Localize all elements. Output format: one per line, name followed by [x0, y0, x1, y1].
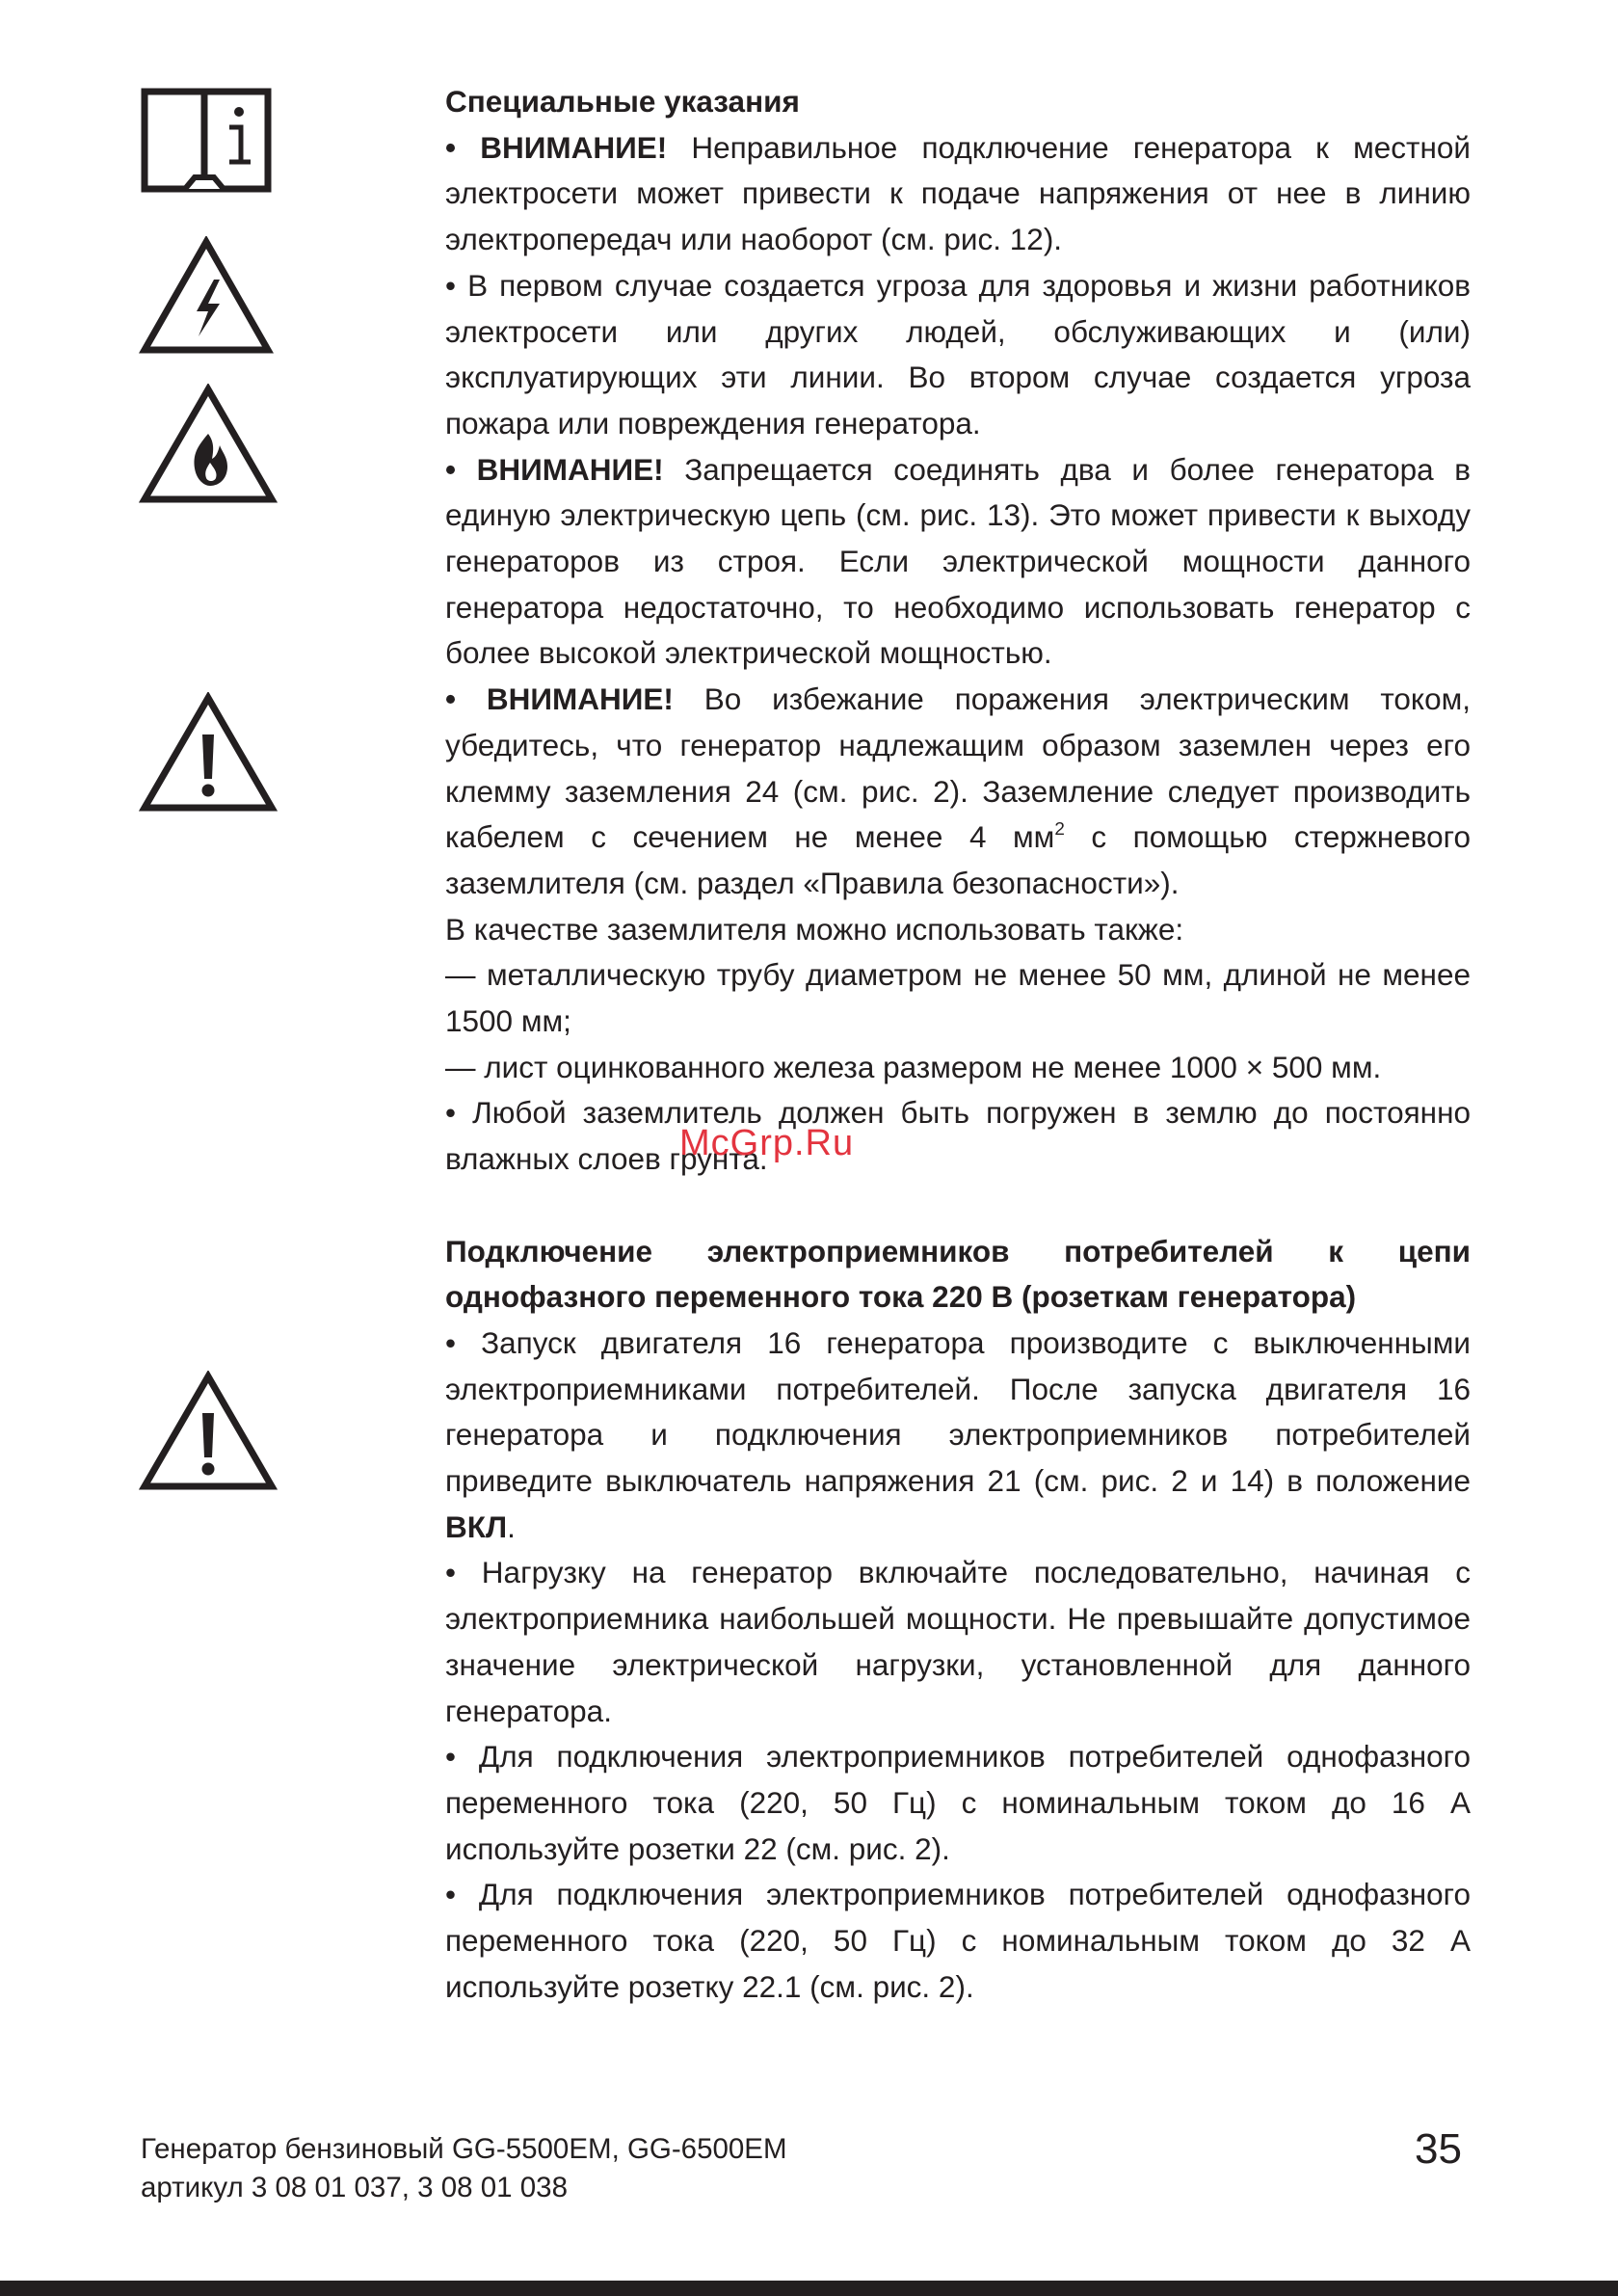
attention-paragraph-1: • ВНИМАНИЕ! Неправильное подключение генератора к местной электросети может привести к подаче напряжения от нее в линию электропередач или наоборот (см. рис. 12). — [445, 129, 1471, 257]
attention-label: • ВНИМАНИЕ! — [445, 129, 668, 165]
paragraph: В качестве заземлителя можно использовать также: — [445, 911, 1184, 947]
general-warning-icon — [139, 692, 278, 814]
footer-product: Генератор бензиновый GG-5500EM, GG-6500EM — [141, 2133, 787, 2165]
manual-info-icon — [141, 85, 272, 197]
list-item: — металлическую трубу диаметром не менее 50 мм, длиной не менее 1500 мм; — [445, 957, 1471, 1039]
section-heading-special: Специальные указания — [445, 84, 800, 119]
section-heading-connection: Подключение электроприемников потребителей к цепи однофазного переменного тока 220 В (розеткам генератора) — [445, 1233, 1471, 1315]
paragraph: • В первом случае создается угроза для здоровья и жизни работников электросети или других людей, обслуживающих и (или) эксплуатирующих эти линии. Во втором случае создается угроза пожара или повреждения генератора. — [445, 267, 1471, 441]
attention-paragraph-3: • ВНИМАНИЕ! Во избежание поражения электрическим током, убедитесь, что генератор надлежащим образом заземлен через его клемму заземления 24 (см. рис. 2). Заземление следует производить кабелем с сечением не менее 4 $мм^2$ с помощью стержневого заземлителя (см. раздел «Правила безопасности»). — [445, 681, 1471, 900]
paragraph: • Для подключения электроприемников потребителей однофазного переменного тока (220, 50 Гц) с номинальным током до 32 А используйте розетку 22.1 (см. рис. 2). — [445, 1877, 1471, 2004]
list-item: — лист оцинкованного железа размером не менее 1000 × 500 мм. — [445, 1049, 1382, 1084]
page-number: 35 — [1415, 2125, 1462, 2173]
watermark: McGrp.Ru — [679, 1123, 855, 1163]
paragraph: • Нагрузку на генератор включайте последовательно, начиная с электроприемника наибольшей мощности. Не превышайте допустимое значение электрической нагрузки, установленной для данного генератора. — [445, 1555, 1471, 1728]
electric-shock-warning-icon — [139, 236, 274, 356]
fire-warning-icon — [139, 384, 278, 505]
footer — [141, 2130, 787, 2207]
bottom-bar — [0, 2281, 1618, 2296]
general-warning-icon — [139, 1371, 278, 1492]
superscript: 2 — [1054, 819, 1065, 841]
attention-label: • ВНИМАНИЕ! — [445, 451, 664, 487]
attention-label: • ВНИМАНИЕ! — [445, 681, 674, 717]
attention-paragraph-2: • ВНИМАНИЕ! Запрещается соединять два и более генератора в единую электрическую цепь (см. рис. 13). Это может привести к выходу генераторов из строя. Если электрической мощности данного генератора недостаточно, то необходимо использовать генератор с более высокой электрической мощностью. — [445, 451, 1472, 671]
main-text — [445, 79, 1471, 2011]
paragraph: • Любой заземлитель должен быть погружен в землю до постоянно влажных слоев грунта. — [445, 1095, 1471, 1177]
paragraph: • Запуск двигателя 16 генератора производите с выключенными электроприемниками потребителей. После запуска двигателя 16 генератора и подключения электроприемников потребителей приведите выключатель напряжения 21 (см. рис. 2 и 14) в положение ВКЛ. — [445, 1324, 1471, 1544]
footer-article: артикул 3 08 01 037, 3 08 01 038 — [141, 2172, 568, 2203]
paragraph: • Для подключения электроприемников потребителей однофазного переменного тока (220, 50 Гц) с номинальным током до 16 А используйте розетки 22 (см. рис. 2). — [445, 1739, 1471, 1866]
